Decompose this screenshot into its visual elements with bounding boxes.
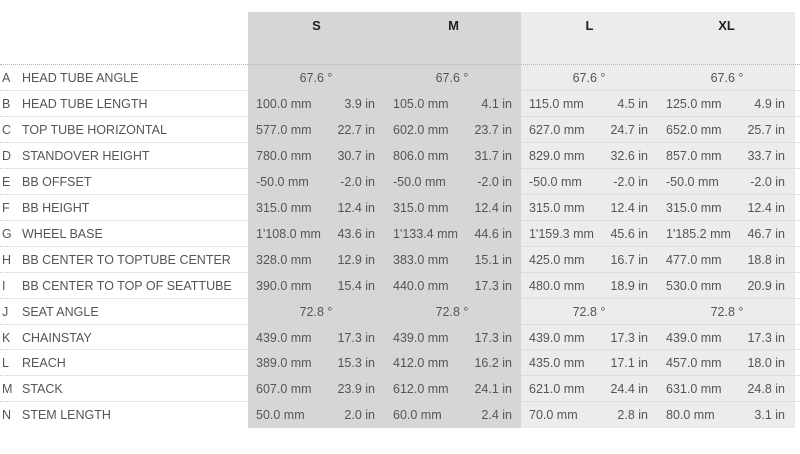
inch-value-l: 17.3 in [610,330,648,345]
row-letter: N [2,408,12,423]
row-label: HEAD TUBE ANGLE [22,71,139,85]
table-row [0,402,800,428]
inch-value-xl: 20.9 in [747,278,785,293]
mm-value-xl: 530.0 mm [666,278,722,293]
inch-value-l: 12.4 in [610,200,648,215]
inch-value-xl: 12.4 in [747,200,785,215]
inch-value-s: 30.7 in [337,148,375,163]
mm-value-s: 577.0 mm [256,122,312,137]
mm-value-l: 1'159.3 mm [529,226,594,241]
inch-value-m: 24.1 in [474,382,512,397]
inch-value-s: 15.4 in [337,278,375,293]
inch-value-s: -2.0 in [340,174,375,189]
inch-value-s: 12.4 in [337,200,375,215]
angle-value-s: 72.8 ° [299,304,333,319]
table-row [0,273,800,299]
row-label: STANDOVER HEIGHT [22,148,150,163]
row-letter: D [2,148,12,163]
row-letter: F [2,200,10,215]
mm-value-xl: 439.0 mm [666,330,722,345]
mm-value-xl: 80.0 mm [666,408,715,423]
inch-value-xl: 33.7 in [747,148,785,163]
table-row [0,376,800,402]
row-letter: E [2,174,11,189]
mm-value-m: 383.0 mm [393,252,449,267]
row-label: REACH [22,356,66,371]
table-row [0,221,800,247]
row-letter: C [2,122,12,137]
angle-value-xl: 67.6 ° [710,71,744,85]
mm-value-xl: 125.0 mm [666,96,722,111]
inch-value-m: 44.6 in [474,226,512,241]
table-row [0,247,800,273]
mm-value-s: 389.0 mm [256,356,312,371]
inch-value-l: 16.7 in [610,252,648,267]
mm-value-m: 612.0 mm [393,382,449,397]
mm-value-s: -50.0 mm [256,174,309,189]
inch-value-l: 45.6 in [610,226,648,241]
inch-value-xl: 3.1 in [754,408,785,423]
angle-value-s: 67.6 ° [299,71,333,85]
row-label: BB HEIGHT [22,200,90,215]
size-header-s: S [312,18,321,33]
inch-value-m: 15.1 in [474,252,512,267]
mm-value-l: 480.0 mm [529,278,585,293]
angle-value-xl: 72.8 ° [710,304,744,319]
row-letter: L [2,356,9,371]
mm-value-xl: 457.0 mm [666,356,722,371]
size-header-m: M [448,18,459,33]
mm-value-xl: 631.0 mm [666,382,722,397]
angle-value-m: 72.8 ° [435,304,469,319]
mm-value-xl: -50.0 mm [666,174,719,189]
size-header-l: L [585,18,594,33]
table-row [0,169,800,195]
row-letter: A [2,71,11,85]
mm-value-m: -50.0 mm [393,174,446,189]
mm-value-s: 439.0 mm [256,330,312,345]
inch-value-m: -2.0 in [477,174,512,189]
angle-value-l: 67.6 ° [572,71,606,85]
row-letter: M [2,382,13,397]
mm-value-m: 105.0 mm [393,96,449,111]
inch-value-xl: 25.7 in [747,122,785,137]
inch-value-l: 24.4 in [610,382,648,397]
mm-value-s: 328.0 mm [256,252,312,267]
row-label: BB CENTER TO TOPTUBE CENTER [22,252,231,267]
row-divider [0,298,800,299]
mm-value-l: 315.0 mm [529,200,585,215]
inch-value-m: 12.4 in [474,200,512,215]
mm-value-xl: 315.0 mm [666,200,722,215]
mm-value-xl: 1'185.2 mm [666,226,731,241]
table-row [0,117,800,143]
inch-value-m: 16.2 in [474,356,512,371]
mm-value-m: 315.0 mm [393,200,449,215]
inch-value-m: 17.3 in [474,278,512,293]
mm-value-xl: 857.0 mm [666,148,722,163]
mm-value-m: 602.0 mm [393,122,449,137]
inch-value-s: 12.9 in [337,252,375,267]
inch-value-s: 2.0 in [344,408,375,423]
mm-value-l: 627.0 mm [529,122,585,137]
mm-value-xl: 652.0 mm [666,122,722,137]
row-label: STEM LENGTH [22,408,111,423]
inch-value-xl: 24.8 in [747,382,785,397]
angle-value-l: 72.8 ° [572,304,606,319]
mm-value-l: -50.0 mm [529,174,582,189]
table-row [0,65,800,91]
inch-value-s: 43.6 in [337,226,375,241]
inch-value-m: 4.1 in [481,96,512,111]
inch-value-s: 23.9 in [337,382,375,397]
mm-value-m: 806.0 mm [393,148,449,163]
inch-value-s: 3.9 in [344,96,375,111]
mm-value-xl: 477.0 mm [666,252,722,267]
mm-value-l: 435.0 mm [529,356,585,371]
row-label: WHEEL BASE [22,226,103,241]
inch-value-xl: 17.3 in [747,330,785,345]
inch-value-s: 22.7 in [337,122,375,137]
mm-value-s: 315.0 mm [256,200,312,215]
inch-value-l: 32.6 in [610,148,648,163]
table-row [0,299,800,325]
mm-value-l: 115.0 mm [529,96,584,111]
row-label: STACK [22,382,63,397]
mm-value-l: 425.0 mm [529,252,585,267]
row-label: HEAD TUBE LENGTH [22,96,148,111]
row-label: TOP TUBE HORIZONTAL [22,122,167,137]
mm-value-s: 607.0 mm [256,382,312,397]
mm-value-s: 50.0 mm [256,408,305,423]
row-label: BB OFFSET [22,174,92,189]
inch-value-l: 17.1 in [610,356,648,371]
angle-value-m: 67.6 ° [435,71,469,85]
mm-value-m: 440.0 mm [393,278,449,293]
table-row [0,91,800,117]
row-letter: J [2,304,9,319]
inch-value-l: 4.5 in [617,96,648,111]
mm-value-m: 412.0 mm [393,356,449,371]
inch-value-xl: 18.0 in [747,356,785,371]
inch-value-l: 2.8 in [617,408,648,423]
inch-value-m: 31.7 in [474,148,512,163]
table-row [0,195,800,221]
inch-value-l: 18.9 in [610,278,648,293]
row-letter: K [2,330,11,345]
inch-value-xl: -2.0 in [750,174,785,189]
mm-value-s: 100.0 mm [256,96,312,111]
inch-value-xl: 4.9 in [754,96,785,111]
row-letter: G [2,226,12,241]
inch-value-m: 17.3 in [474,330,512,345]
row-label: SEAT ANGLE [22,304,99,319]
mm-value-s: 780.0 mm [256,148,312,163]
size-header-xl: XL [718,18,735,33]
row-letter: I [2,278,6,293]
row-letter: B [2,96,11,111]
mm-value-s: 1'108.0 mm [256,226,321,241]
row-label: CHAINSTAY [22,330,92,345]
inch-value-l: -2.0 in [613,174,648,189]
table-row [0,143,800,169]
inch-value-s: 17.3 in [337,330,375,345]
row-label: BB CENTER TO TOP OF SEATTUBE [22,278,232,293]
mm-value-s: 390.0 mm [256,278,312,293]
inch-value-xl: 46.7 in [747,226,785,241]
mm-value-l: 70.0 mm [529,408,578,423]
table-row [0,350,800,376]
mm-value-m: 1'133.4 mm [393,226,458,241]
table-row [0,325,800,351]
inch-value-m: 2.4 in [481,408,512,423]
mm-value-l: 829.0 mm [529,148,585,163]
inch-value-l: 24.7 in [610,122,648,137]
inch-value-s: 15.3 in [337,356,375,371]
row-letter: H [2,252,12,267]
mm-value-l: 621.0 mm [529,382,585,397]
inch-value-m: 23.7 in [474,122,512,137]
mm-value-m: 60.0 mm [393,408,442,423]
mm-value-l: 439.0 mm [529,330,585,345]
inch-value-xl: 18.8 in [747,252,785,267]
mm-value-m: 439.0 mm [393,330,449,345]
